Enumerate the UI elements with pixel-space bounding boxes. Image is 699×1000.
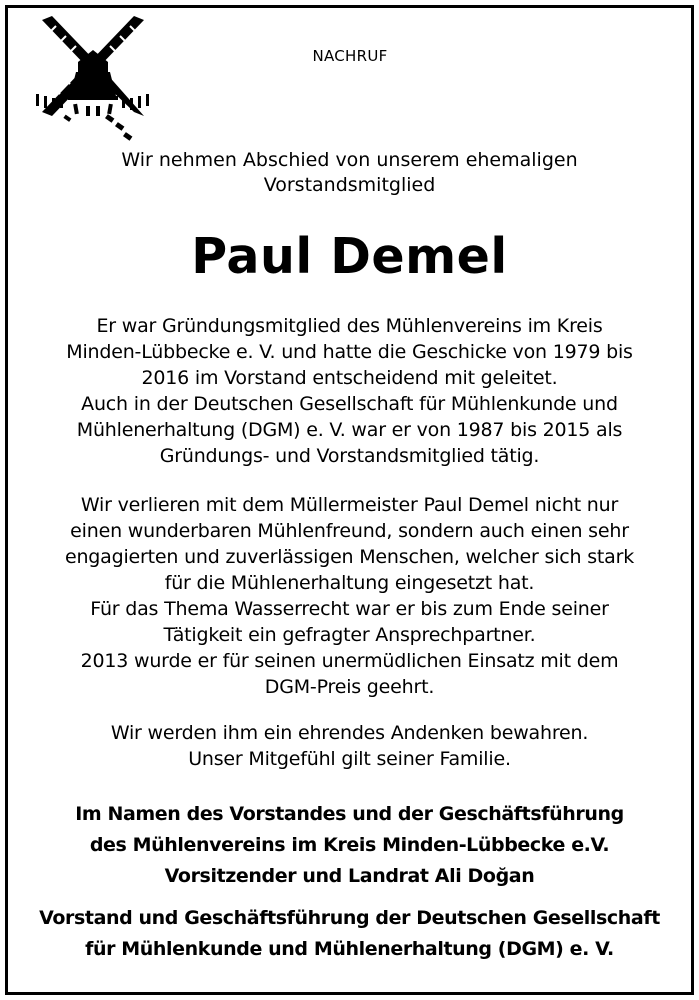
signature-block-dgm <box>20 903 679 965</box>
signature-line: Vorstand und Geschäftsführung der Deutschen Gesellschaft <box>39 907 660 929</box>
text-line: Tätigkeit ein gefragter Ansprechpartner. <box>163 624 536 646</box>
text-line: Mühlenerhaltung (DGM) e. V. war er von 1987 bis 2015 als <box>76 419 623 441</box>
signature-line: Vorsitzender und Landrat Ali Doğan <box>164 865 535 887</box>
text-line: DGM-Preis geehrt. <box>264 676 435 698</box>
text-line: Minden-Lübbecke e. V. und hatte die Geschicke von 1979 bis <box>66 341 633 363</box>
signature-line: für Mühlenkunde und Mühlenerhaltung (DGM) e. V. <box>85 938 614 960</box>
text-line: einen wunderbaren Mühlenfreund, sondern auch einen sehr <box>70 520 629 542</box>
deceased-name: Paul Demel <box>191 228 508 285</box>
signature-line: des Mühlenvereins im Kreis Minden-Lübbecke e.V. <box>89 834 610 856</box>
text-line: für die Mühlenerhaltung eingesetzt hat. <box>164 572 535 594</box>
signature-block-association <box>20 799 679 892</box>
text-line: 2016 im Vorstand entscheidend mit geleitet. <box>141 367 558 389</box>
condolence-paragraph <box>30 720 669 772</box>
notice-type-label: NACHRUF <box>312 47 388 65</box>
text-line: Wir werden ihm ein ehrendes Andenken bewahren. <box>110 722 589 744</box>
text-line: Auch in der Deutschen Gesellschaft für Mühlenkunde und <box>81 393 618 415</box>
text-line: Unser Mitgefühl gilt seiner Familie. <box>188 748 511 770</box>
text-line: Für das Thema Wasserrecht war er bis zum Ende seiner <box>90 598 609 620</box>
text-line: Er war Gründungsmitglied des Mühlenvereins im Kreis <box>96 315 603 337</box>
intro-line: Wir nehmen Abschied von unserem ehemaligen <box>121 149 578 171</box>
text-line: Gründungs- und Vorstandsmitglied tätig. <box>159 445 540 467</box>
windmill-icon <box>28 12 158 142</box>
intro-text <box>40 148 659 198</box>
text-line: 2013 wurde er für seinen unermüdlichen Einsatz mit dem <box>80 650 619 672</box>
biography-paragraph <box>30 313 669 469</box>
text-line: engagierten und zuverlässigen Menschen, welcher sich stark <box>64 546 635 568</box>
intro-line: Vorstandsmitglied <box>263 174 436 196</box>
tribute-paragraph <box>30 492 669 700</box>
text-line: Wir verlieren mit dem Müllermeister Paul Demel nicht nur <box>80 494 619 516</box>
signature-line: Im Namen des Vorstandes und der Geschäftsführung <box>75 803 624 825</box>
